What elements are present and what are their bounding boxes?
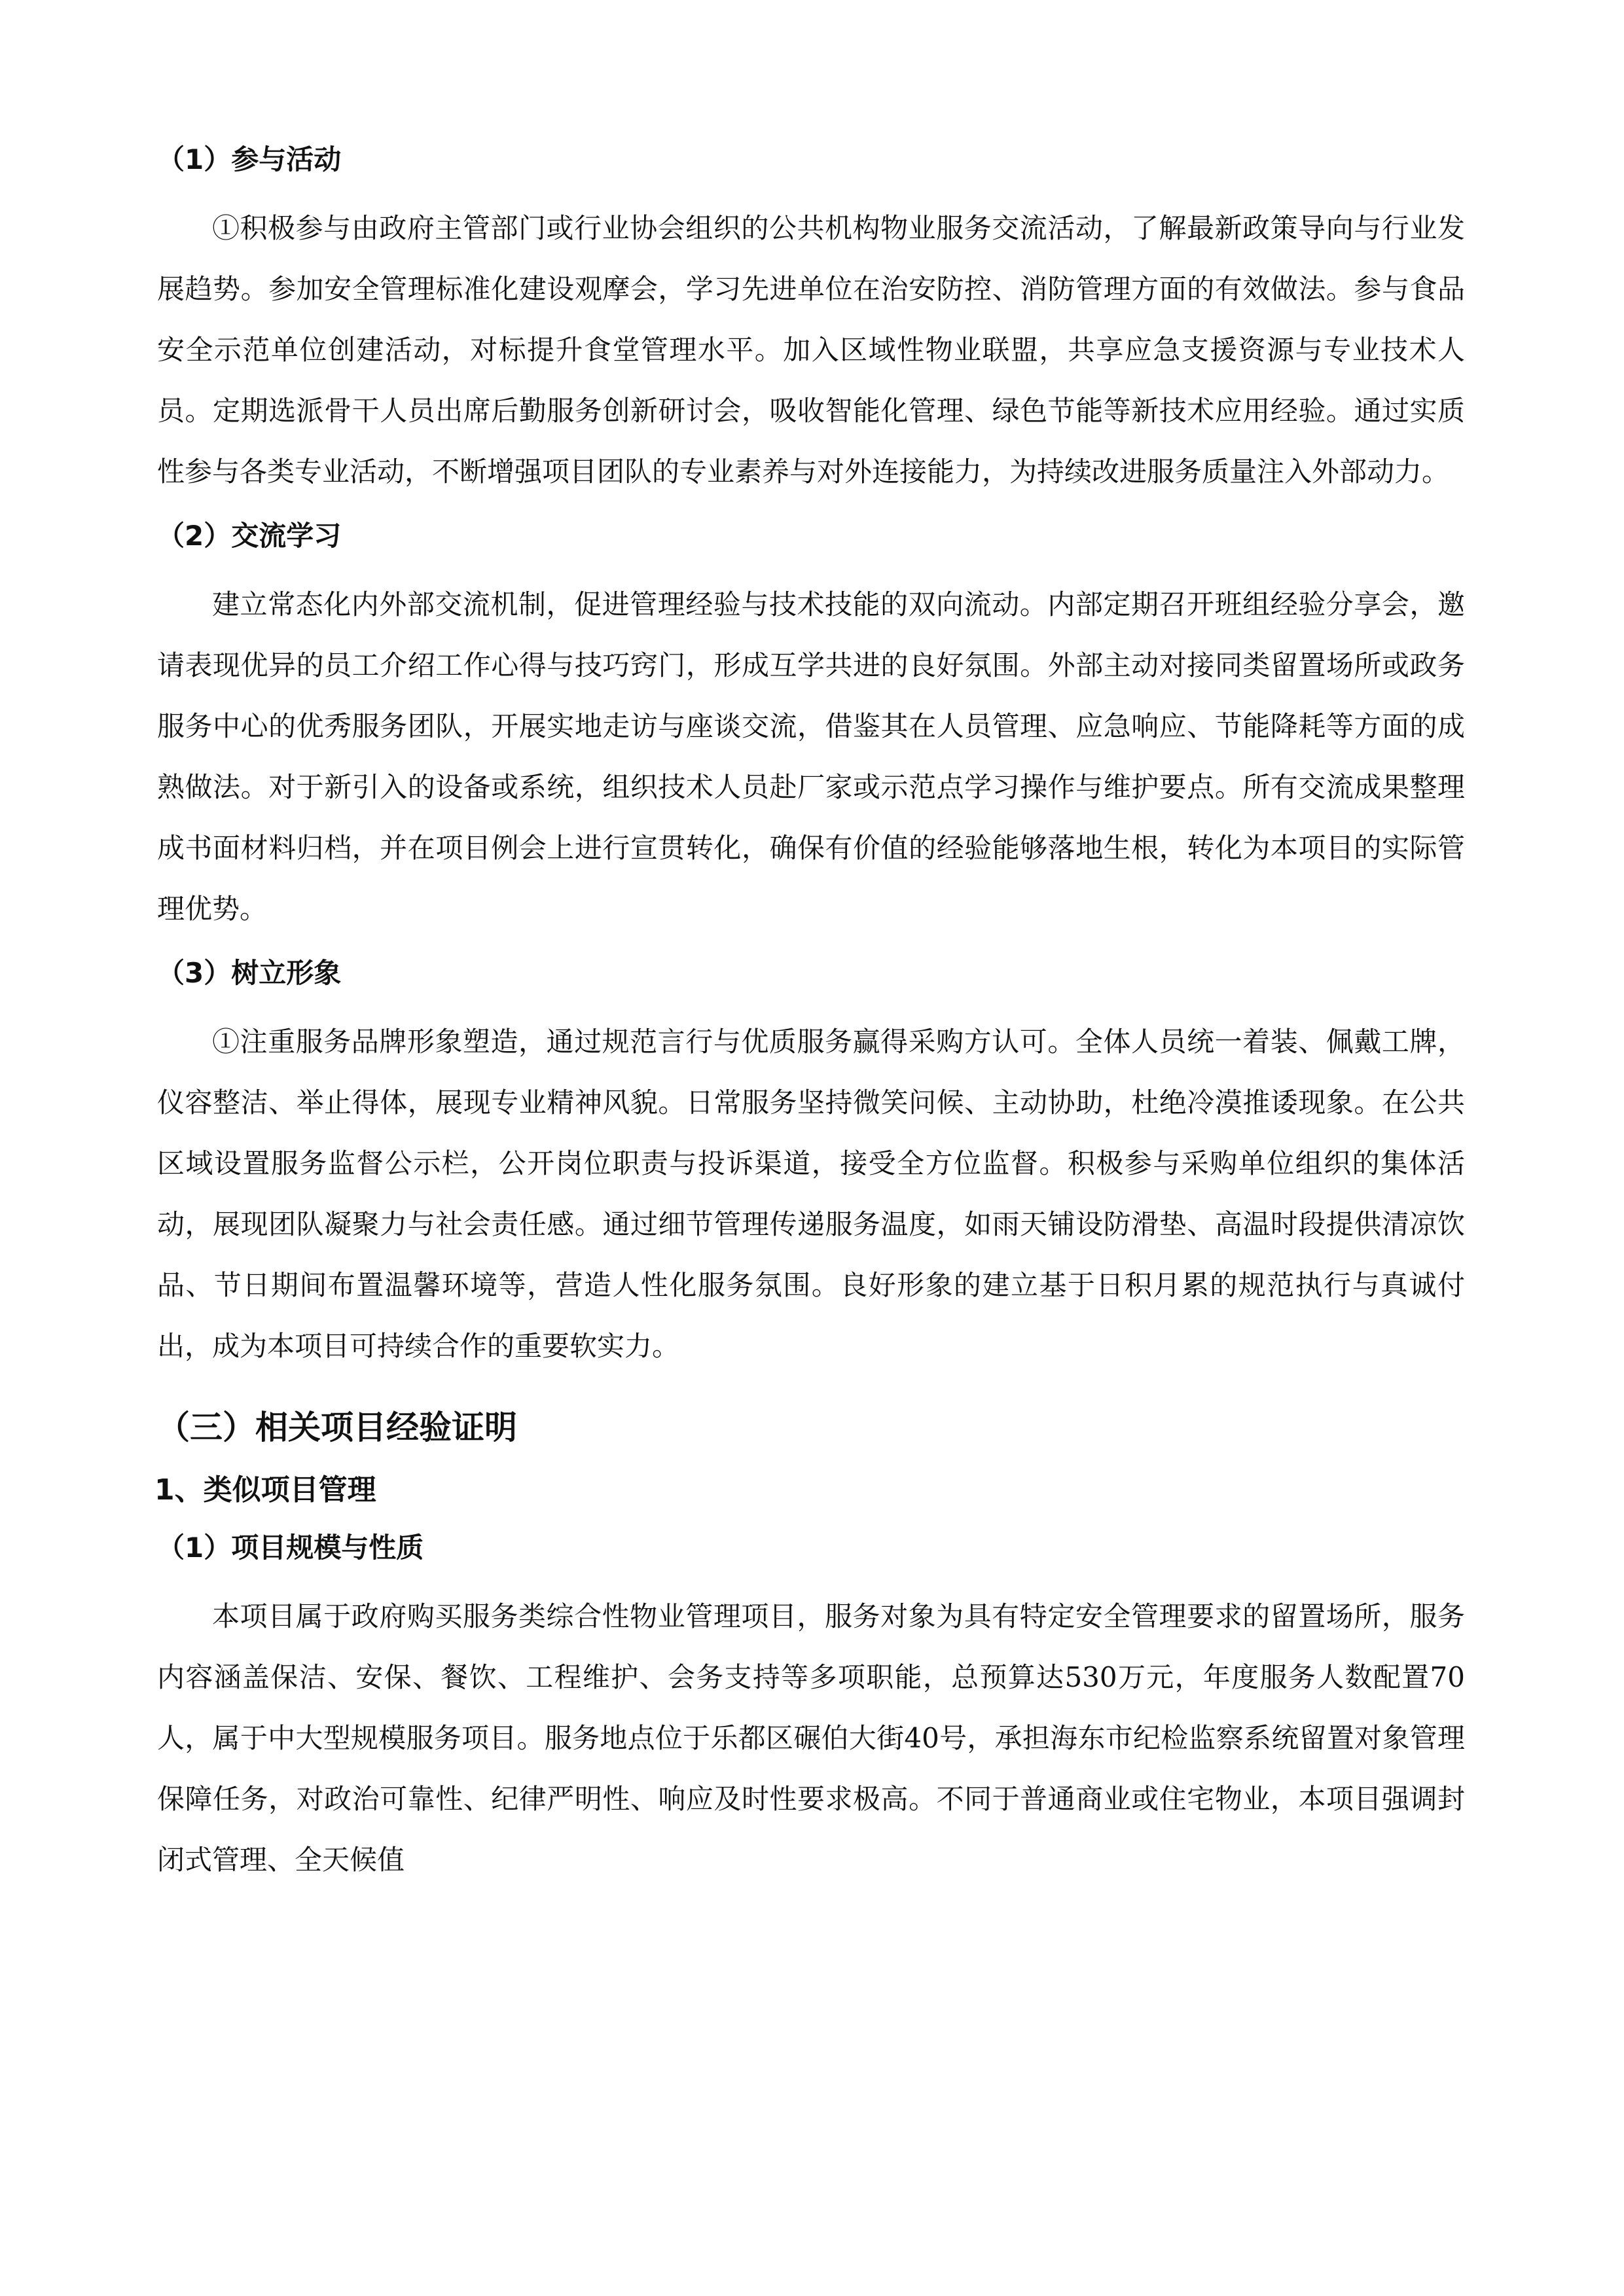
heading-exchange: （2）交流学习	[157, 520, 342, 552]
paragraph-project-scale: 本项目属于政府购买服务类综合性物业管理项目，服务对象为具有特定安全管理要求的留置场所，服务内容涵盖保洁、安保、餐饮、工程维护、会务支持等多项职能，总预算达530万元，年度服务人数配置70人，属于中大型规模服务项目。服务地点位于乐都区碾伯大街40号，承担海东市纪检监察系统留置对象管理保障任务，对政治可靠性、纪律严明性、响应及时性要求极高。不同于普通商业或住宅物业，本项目强调封闭式管理、全天候值	[157, 1600, 1465, 1876]
section-heading-experience: （三）相关项目经验证明	[157, 1408, 517, 1446]
paragraph-participation: ①积极参与由政府主管部门或行业协会组织的公共机构物业服务交流活动，了解最新政策导向与行业发展趋势。参加安全管理标准化建设观摩会，学习先进单位在治安防控、消防管理方面的有效做法。参与食品安全示范单位创建活动，对标提升食堂管理水平。加入区域性物业联盟，共享应急支援资源与专业技术人员。定期选派骨干人员出席后勤服务创新研讨会，吸收智能化管理、绿色节能等新技术应用经验。通过实质性参与各类专业活动，不断增强项目团队的专业素养与对外连接能力，为持续改进服务质量注入外部动力。	[157, 212, 1465, 488]
item-heading-similar-projects: 1、类似项目管理	[154, 1473, 376, 1507]
heading-project-scale: （1）项目规模与性质	[157, 1532, 424, 1564]
heading-image: （3）树立形象	[157, 957, 342, 989]
paragraph-exchange: 建立常态化内外部交流机制，促进管理经验与技术技能的双向流动。内部定期召开班组经验分享会，邀请表现优异的员工介绍工作心得与技巧窍门，形成互学共进的良好氛围。外部主动对接同类留置场所或政务服务中心的优秀服务团队，开展实地走访与座谈交流，借鉴其在人员管理、应急响应、节能降耗等方面的成熟做法。对于新引入的设备或系统，组织技术人员赴厂家或示范点学习操作与维护要点。所有交流成果整理成书面材料归档，并在项目例会上进行宣贯转化，确保有价值的经验能够落地生根，转化为本项目的实际管理优势。	[157, 588, 1465, 925]
heading-participation: （1）参与活动	[157, 143, 342, 175]
document-body	[154, 141, 1465, 1890]
paragraph-image: ①注重服务品牌形象塑造，通过规范言行与优质服务赢得采购方认可。全体人员统一着装、佩戴工牌，仪容整洁、举止得体，展现专业精神风貌。日常服务坚持微笑问候、主动协助，杜绝冷漠推诿现象。在公共区域设置服务监督公示栏，公开岗位职责与投诉渠道，接受全方位监督。积极参与采购单位组织的集体活动，展现团队凝聚力与社会责任感。通过细节管理传递服务温度，如雨天铺设防滑垫、高温时段提供清凉饮品、节日期间布置温馨环境等，营造人性化服务氛围。良好形象的建立基于日积月累的规范执行与真诚付出，成为本项目可持续合作的重要软实力。	[157, 1026, 1465, 1362]
